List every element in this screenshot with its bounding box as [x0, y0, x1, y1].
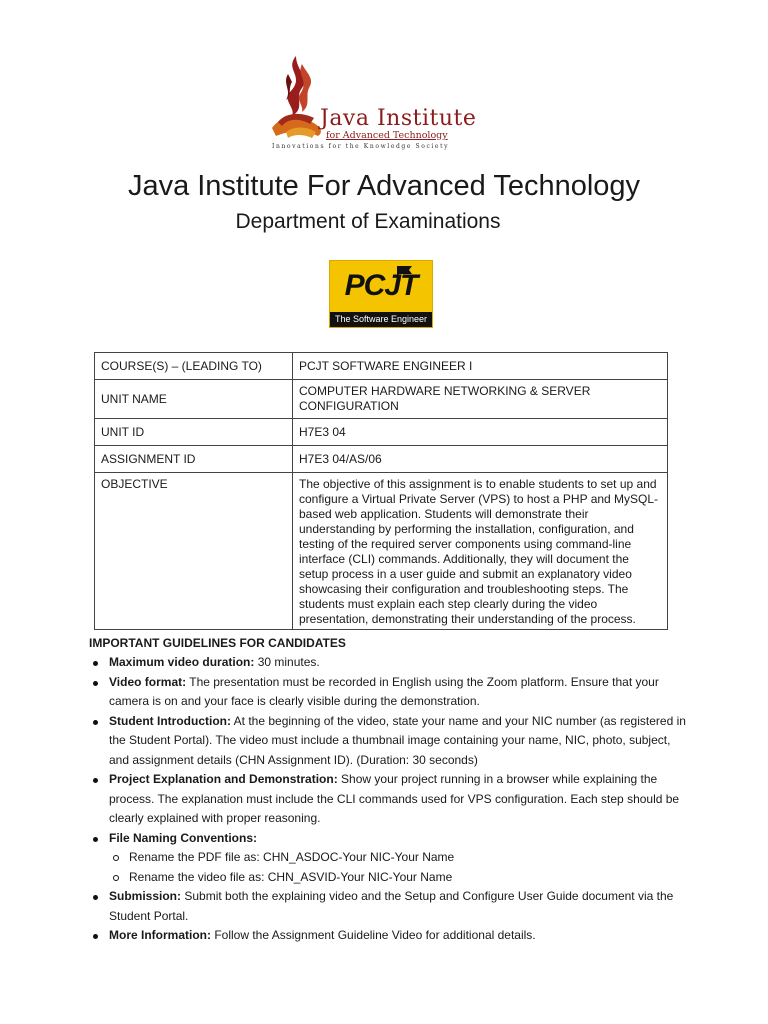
row-key: UNIT ID [95, 419, 293, 446]
logo-tagline: Innovations for the Knowledge Society [272, 143, 450, 150]
row-key: ASSIGNMENT ID [95, 446, 293, 473]
item-label: Video format: [109, 674, 187, 689]
table-row [95, 446, 668, 473]
item-text: Show your project running in a browser while explaining the process. The explanation must include the CLI commands used for VPS configuration. Each step should be clearly explained with proper reasoning. [109, 772, 680, 825]
item-text: Follow the Assignment Guideline Video for additional details. [211, 928, 536, 942]
table-row [95, 419, 668, 446]
guidelines-list [89, 653, 689, 946]
item-label: Submission: [109, 889, 182, 903]
list-item [109, 770, 689, 829]
list-item [109, 926, 689, 946]
logo-name-sub: for Advanced Technology [326, 130, 448, 141]
page-subtitle: Department of Examinations [235, 210, 501, 233]
list-item [109, 712, 689, 771]
item-text: At the beginning of the video, state your name and your NIC number (as registered in the Student Portal). The video must include a thumbnail image containing your name, NIC, photo, subject, and assignment details (CHN Assignment ID). (Duration: 30 seconds) [109, 713, 686, 767]
row-key: UNIT NAME [95, 380, 293, 419]
item-label: File Naming Conventions: [109, 830, 258, 845]
row-value: H7E3 04/AS/06 [293, 446, 668, 473]
list-item [109, 887, 689, 926]
item-label: Maximum video duration: [109, 655, 255, 669]
guidelines-title: IMPORTANT GUIDELINES FOR CANDIDATES [89, 636, 346, 650]
table-row [95, 353, 668, 380]
list-item [109, 673, 689, 712]
sub-list-item: Rename the video file as: CHN_ASVID-Your NIC-Your Name [129, 868, 689, 888]
item-text: Submit both the explaining video and the Setup and Configure User Guide document via the Student Portal. [109, 889, 674, 923]
pcjt-caption: The Software Engineer [330, 312, 432, 327]
guidelines-section [89, 636, 689, 946]
sub-list-item: Rename the PDF file as: CHN_ASDOC-Your NIC-Your Name [129, 848, 689, 868]
table-row [95, 380, 668, 419]
item-label: Student Introduction: [109, 713, 231, 728]
list-item [109, 653, 689, 673]
row-value: H7E3 04 [293, 419, 668, 446]
objective-text: The objective of this assignment is to enable students to set up and configure a Virtual Private Server (VPS) to host a PHP and MySQL-based web application. Students will demonstrate their understanding by performing the installation, configuration, and testing of the required server components using command-line interface (CLI) commands. Additionally, they will document the setup process in a user guide and submit an explanatory video showcasing their configuration and troubleshooting steps. The students must explain each step clearly during the video presentation, demonstrating their understanding of the process. [293, 473, 668, 630]
java-institute-logo [266, 52, 506, 152]
naming-sublist [109, 848, 689, 887]
list-item [109, 829, 689, 888]
row-value: PCJT SOFTWARE ENGINEER I [293, 353, 668, 380]
page-title: Java Institute For Advanced Technology [127, 170, 641, 202]
row-key: OBJECTIVE [95, 473, 293, 630]
assignment-info-table [94, 352, 668, 630]
pcjt-wordmark: PCJT [344, 269, 418, 302]
flame-hands-icon [266, 52, 326, 144]
item-text: 30 minutes. [254, 655, 320, 669]
item-label: Project Explanation and Demonstration: [109, 772, 338, 786]
item-text: The presentation must be recorded in English using the Zoom platform. Ensure that your camera is on and your face is clearly visible during the demonstration. [109, 674, 659, 708]
pcjt-logo [329, 260, 433, 328]
row-key: COURSE(S) – (LEADING TO) [95, 353, 293, 380]
table-row [95, 473, 668, 630]
row-value: COMPUTER HARDWARE NETWORKING & SERVER CONFIGURATION [293, 380, 668, 419]
item-label: More Information: [109, 928, 211, 942]
logo-name-main: Java Institute [320, 106, 477, 131]
